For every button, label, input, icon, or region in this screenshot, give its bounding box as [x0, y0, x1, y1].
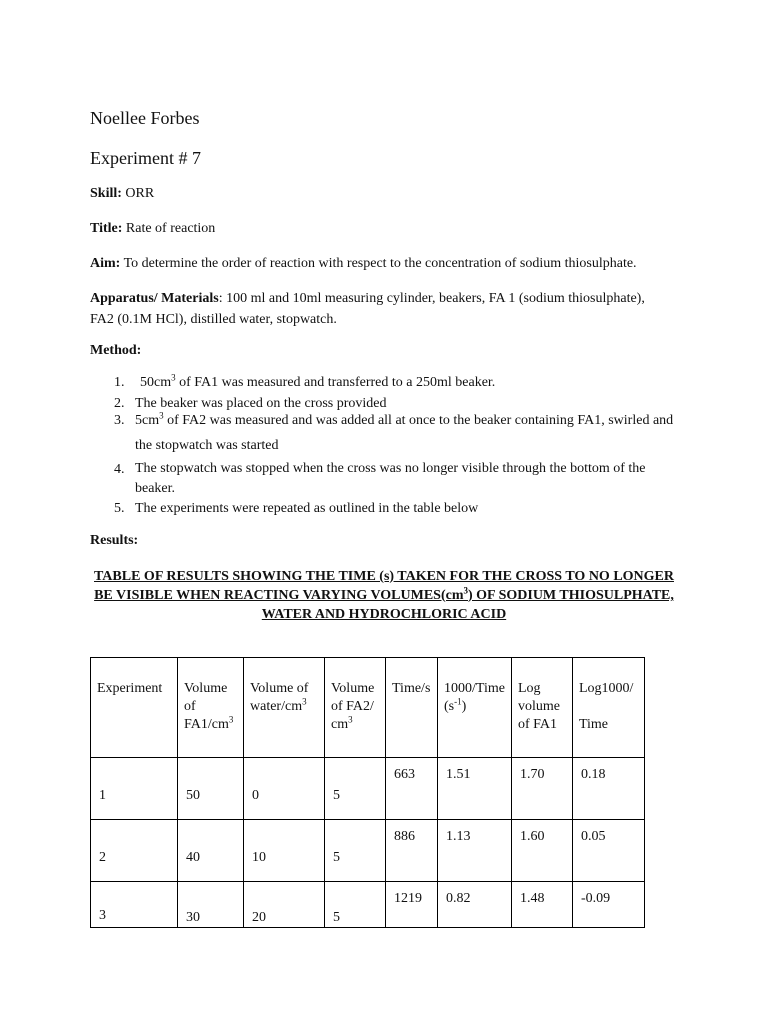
title-line — [90, 221, 215, 237]
table-caption: TABLE OF RESULTS SHOWING THE TIME (s) TAKEN FOR THE CROSS TO NO LONGER BE VISIBLE WHEN REACTING VARYING $VOLUMES(cm^3)$ OF SODIUM THIOSULPHATE, WATER AND HYDROCHLORIC ACID — [94, 569, 674, 622]
title-value: Rate of reaction — [125, 221, 216, 236]
apparatus-value: : 100 ml and 10ml measuring cylinder, beakers, FA 1 (sodium thiosulphate), FA2 (0.1M HCl), distilled water, stopwatch. — [90, 291, 645, 327]
aim-line — [90, 256, 637, 272]
header-cell: 1000/Time $(s^{-1})$ — [438, 658, 512, 758]
header-cell: Volume of $FA1/cm^3$ — [178, 658, 244, 758]
table-row: 3 30 20 5 1219 0.82 1.48 -0.09 — [91, 882, 645, 928]
skill-label: Skill: — [90, 186, 122, 201]
results-label: Results: — [90, 533, 139, 548]
header-cell: Log volume of FA1 — [511, 658, 572, 758]
experiment-heading: Experiment # 7 — [90, 148, 201, 168]
table-row: 1 50 0 5 663 1.51 1.70 0.18 — [91, 758, 645, 820]
skill-value: ORR — [125, 186, 155, 201]
header-cell: Volume of water/$cm^3$ — [244, 658, 325, 758]
method-label: Method: — [90, 343, 142, 358]
aim-value: To determine the order of reaction with respect to the concentration of sodium thiosulphate. — [123, 256, 637, 271]
table-header-row — [91, 658, 645, 758]
table-row: 2 40 10 5 886 1.13 1.60 0.05 — [91, 820, 645, 882]
header-cell: Time/s — [386, 658, 438, 758]
title-label: Title: — [90, 221, 123, 236]
results-table — [90, 657, 645, 928]
aim-label: Aim: — [90, 256, 121, 271]
header-cell: Experiment — [91, 658, 178, 758]
header-cell: Log1000/ Time — [572, 658, 644, 758]
apparatus-paragraph — [90, 288, 670, 330]
author-name: Noellee Forbes — [90, 108, 200, 128]
skill-line — [90, 186, 154, 202]
apparatus-label: Apparatus/ Materials — [90, 291, 219, 306]
header-cell: Volume of FA2/ $cm^3$ — [325, 658, 386, 758]
